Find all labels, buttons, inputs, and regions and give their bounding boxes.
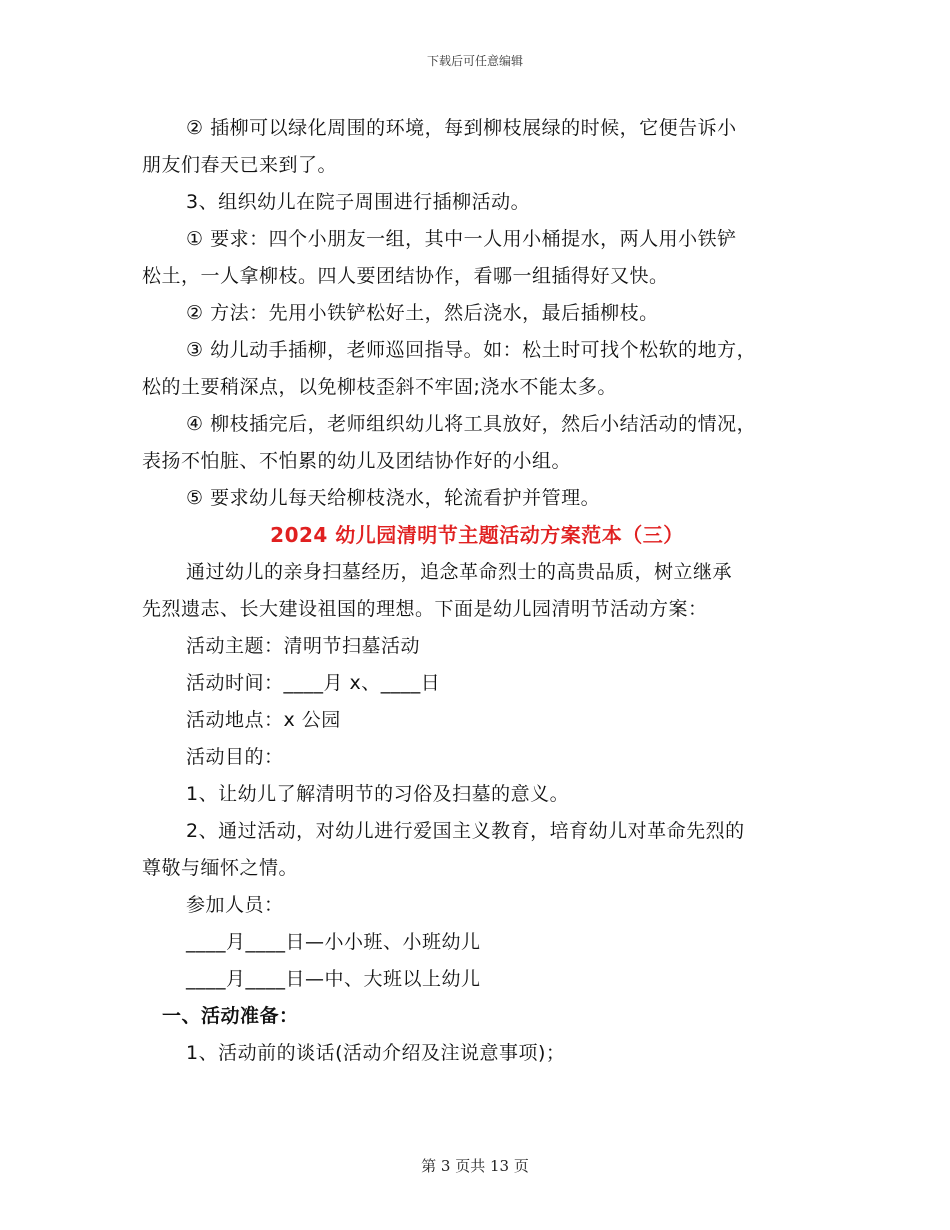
paragraph-line: ____月____日—小小班、小班幼儿 [186, 931, 481, 953]
paragraph-line: ① 要求：四个小朋友一组，其中一人用小桶提水，两人用小铁铲 [186, 228, 737, 250]
paragraph-line: 1、让幼儿了解清明节的习俗及扫墓的意义。 [186, 783, 570, 805]
paragraph-line: 松的土要稍深点，以免柳枝歪斜不牢固;浇水不能太多。 [142, 376, 617, 398]
paragraph-line: 松土，一人拿柳枝。四人要团结协作，看哪一组插得好又快。 [142, 265, 669, 287]
paragraph-line: 2、通过活动，对幼儿进行爱国主义教育，培育幼儿对革命先烈的 [186, 820, 745, 842]
paragraph-line: 通过幼儿的亲身扫墓经历，追念革命烈士的高贵品质，树立继承 [186, 561, 733, 583]
paragraph-line: ③ 幼儿动手插柳，老师巡回指导。如：松土时可找个松软的地方， [186, 339, 757, 361]
paragraph-line: ④ 柳枝插完后，老师组织幼儿将工具放好，然后小结活动的情况， [186, 413, 757, 435]
page-footer: 第 3 页共 13 页 [421, 1157, 529, 1175]
paragraph-line: 参加人员： [186, 894, 284, 916]
paragraph-line: 表扬不怕脏、不怕累的幼儿及团结协作好的小组。 [142, 450, 572, 472]
section-title: 2024 幼儿园清明节主题活动方案范本（三） [270, 523, 684, 547]
paragraph-line: 活动地点：x 公园 [186, 709, 341, 731]
paragraph-line: ____月____日—中、大班以上幼儿 [186, 968, 481, 990]
paragraph-line: ⑤ 要求幼儿每天给柳枝浇水，轮流看护并管理。 [186, 487, 601, 509]
paragraph-line: ② 方法：先用小铁铲松好土，然后浇水，最后插柳枝。 [186, 302, 659, 324]
paragraph-line: 3、组织幼儿在院子周围进行插柳活动。 [186, 191, 531, 213]
paragraph-line: 朋友们春天已来到了。 [142, 154, 338, 176]
page-header: 下载后可任意编辑 [426, 54, 523, 68]
paragraph-line: 先烈遗志、长大建设祖国的理想。下面是幼儿园清明节活动方案： [142, 598, 708, 620]
paragraph-line: 1、活动前的谈话(活动介绍及注说意事项)； [186, 1042, 566, 1064]
paragraph-line: 活动时间：____月 x、____日 [186, 672, 441, 694]
paragraph-line: ② 插柳可以绿化周围的环境，每到柳枝展绿的时候，它便告诉小 [186, 117, 737, 139]
paragraph-line: 活动主题：清明节扫墓活动 [186, 635, 421, 657]
section-heading: 一、活动准备： [162, 1005, 299, 1027]
paragraph-line: 尊敬与缅怀之情。 [142, 857, 299, 879]
document-body [142, 110, 812, 1072]
paragraph-line: 活动目的： [186, 746, 284, 768]
